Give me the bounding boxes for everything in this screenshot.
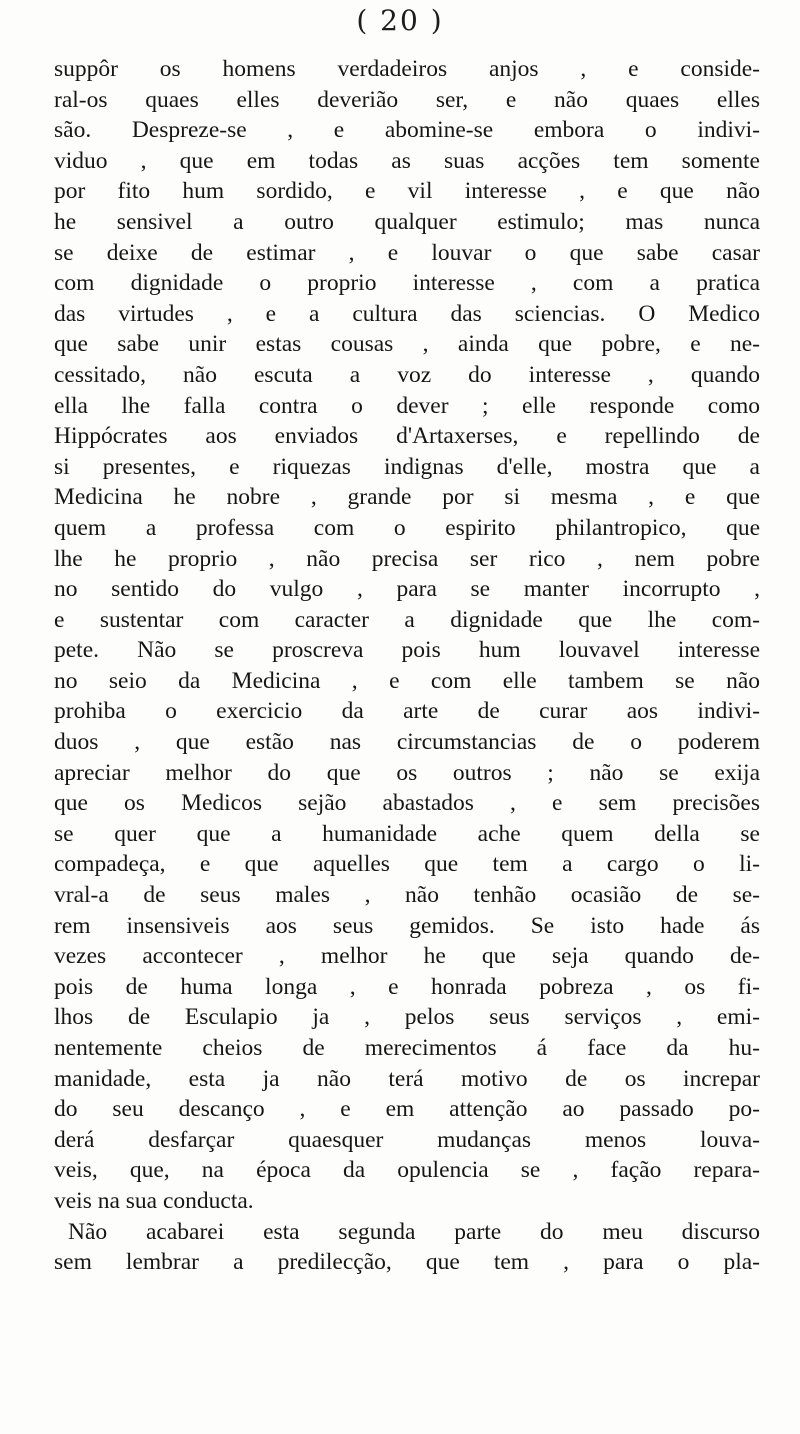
text-line: manidade, esta ja não terá motivo de os increpar [54,1065,760,1092]
text-line: se deixe de estimar , e louvar o que sabe casar [54,239,760,266]
text-line: rem insensiveis aos seus gemidos. Se isto hade ás [54,912,760,939]
text-line: no seio da Medicina , e com elle tambem se não [54,667,760,694]
text-line: pete. Não se proscreva pois hum louvavel interesse [54,637,760,664]
text-line: das virtudes , e a cultura das sciencias. O Medico [54,300,760,327]
text-line: cessitado, não escuta a voz do interesse , quando [54,361,760,388]
text-line: vezes accontecer , melhor he que seja quando de- [54,943,760,970]
text-line: si presentes, e riquezas indignas d'elle, mostra que a [54,453,760,480]
text-line: apreciar melhor do que os outros ; não se exija [54,759,760,786]
text-line: ella lhe falla contra o dever ; elle responde como [54,392,760,419]
page-number: ( 20 ) [356,4,444,37]
body-text [54,54,760,1278]
text-line: lhe he proprio , não precisa ser rico , nem pobre [54,545,760,572]
text-line: que os Medicos sejão abastados , e sem precisões [54,790,760,817]
text-line: são. Despreze-se , e abomine-se embora o indivi- [54,117,760,144]
text-line: Medicina he nobre , grande por si mesma , e que [54,484,760,511]
text-line: no sentido do vulgo , para se manter incorrupto , [54,576,760,603]
text-line: suppôr os homens verdadeiros anjos , e conside- [54,56,760,82]
text-line: he sensivel a outro qualquer estimulo; mas nunca [54,208,760,235]
text-line: vral-a de seus males , não tenhão ocasião de se- [54,882,760,909]
text-line: prohiba o exercicio da arte de curar aos indivi- [54,698,760,725]
text-line: viduo , que em todas as suas acções tem somente [54,147,760,174]
text-line: e sustentar com caracter a dignidade que lhe com- [54,606,760,633]
text-line: lhos de Esculapio ja , pelos seus serviços , emi- [54,1004,760,1031]
text-line: veis, que, na época da opulencia se , fação repara- [54,1157,760,1184]
text-line: Hippócrates aos enviados d'Artaxerses, e repellindo de [54,423,760,450]
text-line: pois de huma longa , e honrada pobreza , os fi- [54,973,760,1000]
text-line: nentemente cheios de merecimentos á face da hu- [54,1035,760,1061]
text-line: quem a professa com o espirito philantropico, que [54,514,760,541]
text-line: compadeça, e que aquelles que tem a cargo o li- [54,851,760,878]
text-line: que sabe unir estas cousas , ainda que pobre, e ne- [54,331,760,358]
text-line: sem lembrar a predilecção, que tem , para o pla- [54,1249,760,1276]
text-line: duos , que estão nas circumstancias de o poderem [54,729,760,756]
text-line: derá desfarçar quaesquer mudanças menos louva- [54,1126,760,1153]
text-line: do seu descanço , e em attenção ao passado po- [54,1096,760,1123]
text-line: Não acabarei esta segunda parte do meu discurso [68,1218,760,1245]
text-line: por fito hum sordido, e vil interesse , e que não [54,178,760,205]
text-line: se quer que a humanidade ache quem della se [54,820,760,847]
text-line: com dignidade o proprio interesse , com a pratica [54,270,760,297]
text-line: ral-os quaes elles deverião ser, e não quaes elles [54,86,760,113]
text-line: veis na sua conducta. [54,1187,254,1214]
